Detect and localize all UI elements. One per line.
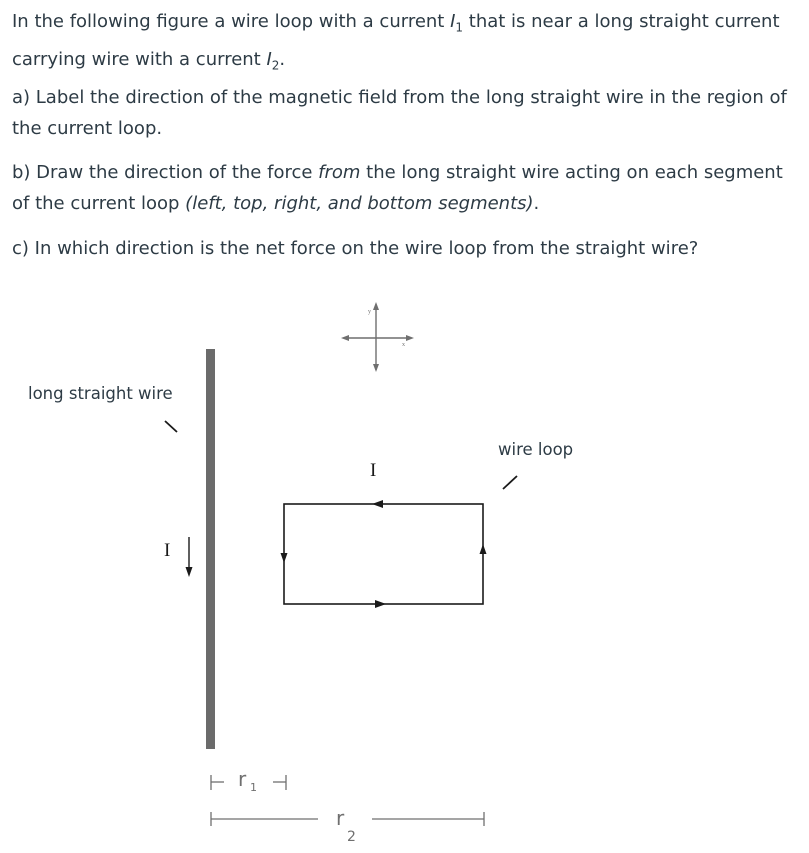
wire-loop [281,500,487,608]
wire-current-arrowhead-icon [186,567,193,577]
r2-dimension [211,806,484,845]
loop-current-label: I [370,460,377,481]
r2-subscript: 2 [347,829,356,845]
loop-bottom-arrow-icon [375,600,386,608]
emphasis-from: from [318,162,361,183]
current-i2-subscript: 2 [271,58,280,73]
current-i2-symbol: I [266,48,272,70]
long-straight-wire [206,349,215,749]
question-part-b: b) Draw the direction of the force from the long straight wire acting on each segment of the current loop (left, top, right, and bottom segments). [12,162,783,214]
long-straight-wire-label: long straight wire [28,384,173,403]
wire-loop-label-pointer [503,476,517,489]
wire-loop-label: wire loop [498,440,574,459]
emphasis-segments: (left, top, right, and bottom segments) [185,193,534,214]
r1-label: r [238,767,247,791]
question-part-c: c) In which direction is the net force on the wire loop from the straight wire? [12,238,699,259]
coordinate-axes-icon [341,302,414,372]
wire-loop-rect [284,504,483,604]
loop-right-arrow-icon [480,544,487,554]
x-axis-label: x [402,342,405,348]
current-i1-symbol: I [450,11,456,32]
loop-top-arrow-icon [372,500,383,508]
current-i1-subscript: 1 [455,20,464,35]
question-part-a: a) Label the direction of the magnetic field from the long straight wire in the region of the current loop. [12,87,787,139]
wire-current-label: I [164,540,171,561]
long-wire-label-pointer [165,421,177,432]
loop-left-arrow-icon [281,553,288,563]
r2-label: r [336,806,345,830]
r1-dimension [211,767,286,794]
y-axis-label: y [368,309,371,315]
question-intro: In the following figure a wire loop with a current $I_1$ that is near a long straight current carrying wire with a current $I_2$. [12,11,780,73]
r1-subscript: 1 [250,781,257,794]
